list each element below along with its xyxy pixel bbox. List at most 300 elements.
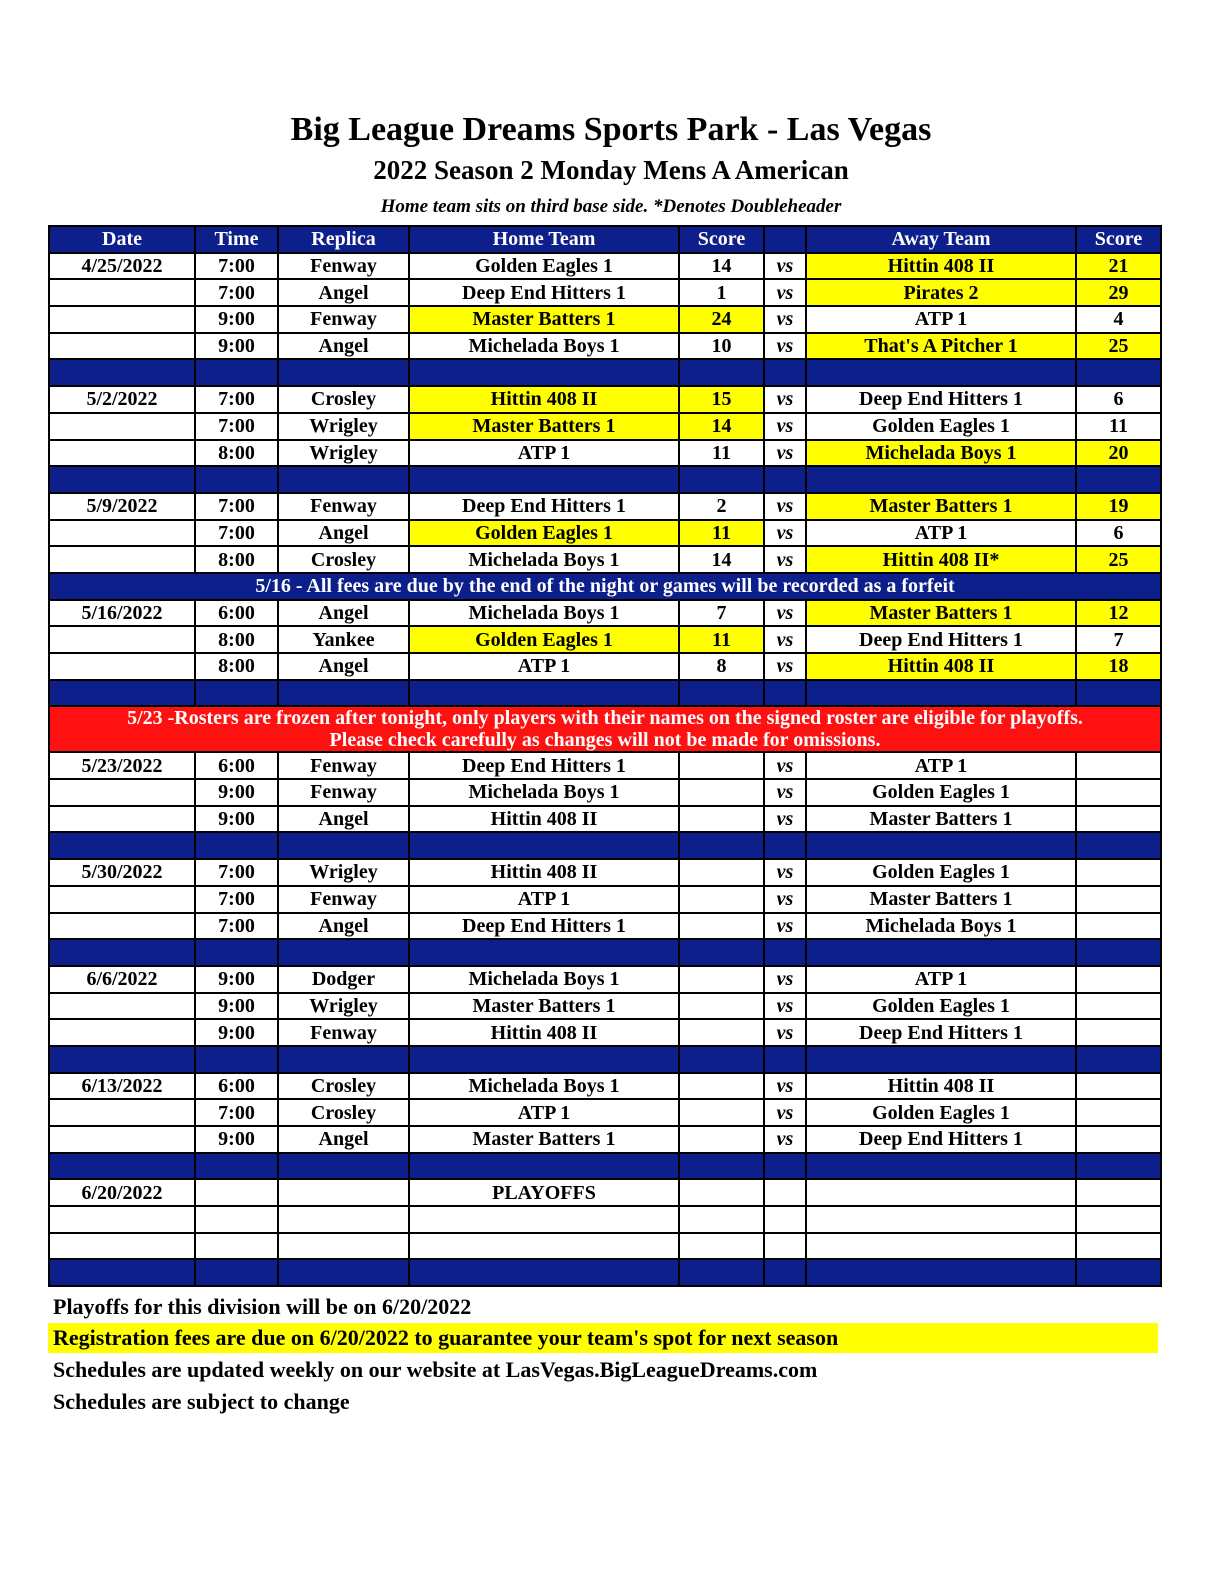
roster-alert xyxy=(49,706,1161,752)
cell-away-team: Golden Eagles 1 xyxy=(806,859,1076,886)
cell-away-score xyxy=(1076,1019,1161,1046)
cell-home-score: 10 xyxy=(679,333,764,360)
cell-date xyxy=(49,806,195,833)
separator-cell xyxy=(49,680,195,707)
cell-replica: Fenway xyxy=(278,886,409,913)
separator-cell xyxy=(278,939,409,966)
cell-home-score: 14 xyxy=(679,253,764,280)
separator-cell xyxy=(1076,939,1161,966)
cell-date xyxy=(49,1206,195,1233)
cell-time: 9:00 xyxy=(195,993,278,1020)
cell-away-score xyxy=(1076,752,1161,779)
cell-time xyxy=(195,1233,278,1260)
cell-replica xyxy=(278,1206,409,1233)
cell-home-score: 24 xyxy=(679,306,764,333)
cell-time: 9:00 xyxy=(195,1019,278,1046)
cell-away-team: Hittin 408 II xyxy=(806,1073,1076,1100)
cell-home-score xyxy=(679,859,764,886)
cell-date xyxy=(49,913,195,940)
cell-away-team: ATP 1 xyxy=(806,966,1076,993)
cell-home-team: Deep End Hitters 1 xyxy=(409,493,679,520)
cell-away-score: 25 xyxy=(1076,333,1161,360)
cell-home-score xyxy=(679,913,764,940)
cell-away-team: Golden Eagles 1 xyxy=(806,1099,1076,1126)
cell-replica: Angel xyxy=(278,600,409,627)
cell-home-team: Michelada Boys 1 xyxy=(409,1073,679,1100)
game-row xyxy=(49,993,1161,1020)
cell-time: 6:00 xyxy=(195,752,278,779)
cell-date xyxy=(49,546,195,573)
separator-cell xyxy=(679,832,764,859)
game-row xyxy=(49,779,1161,806)
cell-date: 5/16/2022 xyxy=(49,600,195,627)
game-row xyxy=(49,493,1161,520)
game-row xyxy=(49,279,1161,306)
cell-vs: vs xyxy=(764,279,806,306)
cell-date xyxy=(49,1099,195,1126)
game-row xyxy=(49,520,1161,547)
cell-home-score xyxy=(679,993,764,1020)
game-row xyxy=(49,253,1161,280)
separator-cell xyxy=(1076,1046,1161,1073)
separator-cell xyxy=(278,1153,409,1180)
cell-replica: Dodger xyxy=(278,966,409,993)
cell-replica: Fenway xyxy=(278,779,409,806)
footer-playoffs-note: Playoffs for this division will be on 6/20/2022 xyxy=(53,1294,472,1319)
column-header-replica: Replica xyxy=(278,226,409,253)
cell-away-team: Michelada Boys 1 xyxy=(806,440,1076,467)
cell-date xyxy=(49,1126,195,1153)
column-header-away-score: Score xyxy=(1076,226,1161,253)
cell-vs: vs xyxy=(764,306,806,333)
cell-date xyxy=(49,279,195,306)
cell-away-score xyxy=(1076,886,1161,913)
cell-date xyxy=(49,520,195,547)
cell-time: 9:00 xyxy=(195,779,278,806)
cell-home-team: Master Batters 1 xyxy=(409,1126,679,1153)
separator-cell xyxy=(764,680,806,707)
cell-home-score: 8 xyxy=(679,653,764,680)
cell-away-team: Deep End Hitters 1 xyxy=(806,1126,1076,1153)
cell-vs: vs xyxy=(764,859,806,886)
separator-cell xyxy=(278,832,409,859)
game-row xyxy=(49,1019,1161,1046)
cell-vs: vs xyxy=(764,253,806,280)
cell-date: 6/6/2022 xyxy=(49,966,195,993)
cell-home-team: ATP 1 xyxy=(409,653,679,680)
cell-vs xyxy=(764,1233,806,1260)
cell-replica: Fenway xyxy=(278,306,409,333)
separator-cell xyxy=(49,939,195,966)
cell-replica: Fenway xyxy=(278,1019,409,1046)
cell-home-team xyxy=(409,1206,679,1233)
cell-replica: Crosley xyxy=(278,1099,409,1126)
week-separator-row xyxy=(49,832,1161,859)
separator-cell xyxy=(278,466,409,493)
separator-cell xyxy=(195,832,278,859)
cell-home-team: Michelada Boys 1 xyxy=(409,546,679,573)
game-row xyxy=(49,440,1161,467)
cell-home-score xyxy=(679,1179,764,1206)
cell-home-team: Michelada Boys 1 xyxy=(409,333,679,360)
page-subtitle: 2022 Season 2 Monday Mens A American xyxy=(373,155,849,185)
week-separator-row xyxy=(49,359,1161,386)
game-row xyxy=(49,1233,1161,1260)
cell-home-team: Hittin 408 II xyxy=(409,806,679,833)
game-row xyxy=(49,1179,1161,1206)
cell-vs: vs xyxy=(764,1126,806,1153)
game-row xyxy=(49,333,1161,360)
separator-cell xyxy=(679,1046,764,1073)
separator-cell xyxy=(764,1046,806,1073)
separator-cell xyxy=(409,1046,679,1073)
game-row xyxy=(49,306,1161,333)
cell-home-score: 14 xyxy=(679,413,764,440)
cell-away-score xyxy=(1076,1233,1161,1260)
separator-cell xyxy=(806,1153,1076,1180)
cell-date xyxy=(49,413,195,440)
cell-time: 7:00 xyxy=(195,413,278,440)
cell-time: 9:00 xyxy=(195,966,278,993)
cell-home-team: Golden Eagles 1 xyxy=(409,520,679,547)
separator-cell xyxy=(409,832,679,859)
cell-home-team: Deep End Hitters 1 xyxy=(409,752,679,779)
cell-away-team xyxy=(806,1179,1076,1206)
cell-time: 7:00 xyxy=(195,493,278,520)
cell-vs: vs xyxy=(764,386,806,413)
game-row xyxy=(49,1206,1161,1233)
cell-time: 9:00 xyxy=(195,806,278,833)
cell-away-team: ATP 1 xyxy=(806,520,1076,547)
cell-away-team: Golden Eagles 1 xyxy=(806,779,1076,806)
cell-date: 4/25/2022 xyxy=(49,253,195,280)
cell-replica: Angel xyxy=(278,279,409,306)
game-row xyxy=(49,1099,1161,1126)
cell-home-team: ATP 1 xyxy=(409,1099,679,1126)
cell-replica: Wrigley xyxy=(278,859,409,886)
column-header-home-team: Home Team xyxy=(409,226,679,253)
separator-cell xyxy=(1076,466,1161,493)
cell-time: 7:00 xyxy=(195,859,278,886)
cell-home-team: Hittin 408 II xyxy=(409,859,679,886)
cell-away-team: Golden Eagles 1 xyxy=(806,993,1076,1020)
cell-home-score: 15 xyxy=(679,386,764,413)
cell-home-score xyxy=(679,966,764,993)
separator-cell xyxy=(409,466,679,493)
cell-away-score: 18 xyxy=(1076,653,1161,680)
cell-home-team: Deep End Hitters 1 xyxy=(409,279,679,306)
separator-cell xyxy=(1076,1153,1161,1180)
cell-time: 7:00 xyxy=(195,913,278,940)
cell-away-score: 6 xyxy=(1076,520,1161,547)
cell-home-score: 11 xyxy=(679,626,764,653)
cell-replica: Wrigley xyxy=(278,993,409,1020)
cell-home-team: Michelada Boys 1 xyxy=(409,966,679,993)
cell-home-score xyxy=(679,1073,764,1100)
cell-home-team: Golden Eagles 1 xyxy=(409,626,679,653)
cell-vs: vs xyxy=(764,546,806,573)
cell-date xyxy=(49,1019,195,1046)
cell-time: 8:00 xyxy=(195,653,278,680)
cell-home-score xyxy=(679,1099,764,1126)
cell-away-score xyxy=(1076,966,1161,993)
cell-time: 7:00 xyxy=(195,386,278,413)
cell-away-team xyxy=(806,1206,1076,1233)
cell-away-team: Michelada Boys 1 xyxy=(806,913,1076,940)
separator-cell xyxy=(806,466,1076,493)
cell-date xyxy=(49,993,195,1020)
cell-away-score xyxy=(1076,913,1161,940)
cell-time: 9:00 xyxy=(195,1126,278,1153)
cell-away-score: 4 xyxy=(1076,306,1161,333)
cell-time xyxy=(195,1179,278,1206)
cell-away-team: ATP 1 xyxy=(806,752,1076,779)
separator-cell xyxy=(1076,359,1161,386)
cell-away-team: Master Batters 1 xyxy=(806,600,1076,627)
cell-away-team: Master Batters 1 xyxy=(806,886,1076,913)
cell-replica: Angel xyxy=(278,333,409,360)
cell-away-score: 25 xyxy=(1076,546,1161,573)
cell-time: 7:00 xyxy=(195,520,278,547)
cell-home-team: ATP 1 xyxy=(409,886,679,913)
separator-cell xyxy=(409,939,679,966)
cell-away-score xyxy=(1076,993,1161,1020)
cell-date: 6/20/2022 xyxy=(49,1179,195,1206)
cell-vs: vs xyxy=(764,653,806,680)
cell-vs: vs xyxy=(764,440,806,467)
cell-replica: Angel xyxy=(278,913,409,940)
cell-date xyxy=(49,779,195,806)
header-row xyxy=(49,226,1161,253)
cell-time: 8:00 xyxy=(195,546,278,573)
cell-home-team: Michelada Boys 1 xyxy=(409,779,679,806)
cell-away-score xyxy=(1076,1073,1161,1100)
cell-home-score xyxy=(679,1019,764,1046)
separator-cell xyxy=(1076,832,1161,859)
cell-home-score xyxy=(679,806,764,833)
cell-time: 9:00 xyxy=(195,306,278,333)
cell-date: 5/23/2022 xyxy=(49,752,195,779)
separator-cell xyxy=(1076,1259,1161,1286)
column-header-time: Time xyxy=(195,226,278,253)
fee-notice: 5/16 - All fees are due by the end of the night or games will be recorded as a forfeit xyxy=(49,573,1161,600)
cell-away-team: Hittin 408 II* xyxy=(806,546,1076,573)
separator-cell xyxy=(679,359,764,386)
roster-alert-line-1: 5/23 -Rosters are frozen after tonight, only players with their names on the signed roster are eligible for playoffs. xyxy=(127,707,1083,730)
game-row xyxy=(49,966,1161,993)
separator-cell xyxy=(278,359,409,386)
cell-replica: Crosley xyxy=(278,386,409,413)
cell-date xyxy=(49,1233,195,1260)
separator-cell xyxy=(195,939,278,966)
cell-vs: vs xyxy=(764,1099,806,1126)
cell-replica: Fenway xyxy=(278,253,409,280)
separator-cell xyxy=(764,832,806,859)
cell-away-score xyxy=(1076,1099,1161,1126)
cell-replica: Angel xyxy=(278,806,409,833)
schedule-table xyxy=(48,225,1162,1287)
cell-vs: vs xyxy=(764,600,806,627)
cell-away-team: Golden Eagles 1 xyxy=(806,413,1076,440)
cell-away-team: Deep End Hitters 1 xyxy=(806,1019,1076,1046)
separator-cell xyxy=(764,359,806,386)
cell-time: 8:00 xyxy=(195,440,278,467)
separator-cell xyxy=(806,680,1076,707)
cell-date xyxy=(49,440,195,467)
cell-away-team: Master Batters 1 xyxy=(806,806,1076,833)
cell-away-team: That's A Pitcher 1 xyxy=(806,333,1076,360)
separator-cell xyxy=(195,680,278,707)
cell-vs: vs xyxy=(764,626,806,653)
game-row xyxy=(49,413,1161,440)
cell-home-team: PLAYOFFS xyxy=(409,1179,679,1206)
cell-away-score xyxy=(1076,859,1161,886)
separator-cell xyxy=(409,1153,679,1180)
cell-vs: vs xyxy=(764,520,806,547)
separator-cell xyxy=(764,939,806,966)
cell-replica: Angel xyxy=(278,653,409,680)
cell-replica: Fenway xyxy=(278,752,409,779)
cell-home-team xyxy=(409,1233,679,1260)
separator-cell xyxy=(764,1153,806,1180)
separator-cell xyxy=(806,832,1076,859)
cell-home-score xyxy=(679,1126,764,1153)
game-row xyxy=(49,546,1161,573)
separator-cell xyxy=(195,1153,278,1180)
cell-vs: vs xyxy=(764,913,806,940)
game-row xyxy=(49,1073,1161,1100)
cell-home-score: 11 xyxy=(679,520,764,547)
cell-home-score: 14 xyxy=(679,546,764,573)
cell-home-score xyxy=(679,779,764,806)
cell-replica: Yankee xyxy=(278,626,409,653)
schedule-body xyxy=(49,253,1161,1286)
separator-cell xyxy=(409,680,679,707)
cell-date xyxy=(49,306,195,333)
cell-home-score: 1 xyxy=(679,279,764,306)
separator-cell xyxy=(49,1259,195,1286)
cell-time: 6:00 xyxy=(195,600,278,627)
cell-date: 5/30/2022 xyxy=(49,859,195,886)
separator-cell xyxy=(49,1046,195,1073)
cell-away-score xyxy=(1076,1206,1161,1233)
footer-website-note: Schedules are updated weekly on our website at LasVegas.BigLeagueDreams.com xyxy=(53,1357,818,1382)
cell-vs: vs xyxy=(764,752,806,779)
cell-replica: Fenway xyxy=(278,493,409,520)
cell-date xyxy=(49,333,195,360)
cell-away-team: Master Batters 1 xyxy=(806,493,1076,520)
cell-home-team: Deep End Hitters 1 xyxy=(409,913,679,940)
cell-replica: Angel xyxy=(278,520,409,547)
game-row xyxy=(49,752,1161,779)
game-row xyxy=(49,1126,1161,1153)
separator-cell xyxy=(679,1259,764,1286)
cell-vs: vs xyxy=(764,1019,806,1046)
cell-replica: Crosley xyxy=(278,1073,409,1100)
footer-registration-note: Registration fees are due on 6/20/2022 to guarantee your team's spot for next season xyxy=(48,1323,1158,1353)
separator-cell xyxy=(195,1259,278,1286)
separator-cell xyxy=(764,1259,806,1286)
cell-away-score: 6 xyxy=(1076,386,1161,413)
game-row xyxy=(49,386,1161,413)
cell-replica xyxy=(278,1179,409,1206)
cell-home-team: Master Batters 1 xyxy=(409,413,679,440)
separator-cell xyxy=(806,1259,1076,1286)
cell-time: 7:00 xyxy=(195,279,278,306)
cell-home-team: ATP 1 xyxy=(409,440,679,467)
cell-home-score: 2 xyxy=(679,493,764,520)
cell-replica: Angel xyxy=(278,1126,409,1153)
separator-cell xyxy=(806,1046,1076,1073)
column-header-away-team: Away Team xyxy=(806,226,1076,253)
cell-date: 5/9/2022 xyxy=(49,493,195,520)
separator-cell xyxy=(195,359,278,386)
cell-away-score: 29 xyxy=(1076,279,1161,306)
cell-home-team: Master Batters 1 xyxy=(409,306,679,333)
cell-date: 5/2/2022 xyxy=(49,386,195,413)
cell-replica xyxy=(278,1233,409,1260)
cell-home-score xyxy=(679,1233,764,1260)
cell-vs: vs xyxy=(764,886,806,913)
column-header-vs xyxy=(764,226,806,253)
cell-away-score: 19 xyxy=(1076,493,1161,520)
cell-time: 9:00 xyxy=(195,333,278,360)
separator-cell xyxy=(806,359,1076,386)
cell-home-score xyxy=(679,752,764,779)
notice-row xyxy=(49,573,1161,600)
cell-vs: vs xyxy=(764,966,806,993)
cell-date xyxy=(49,653,195,680)
cell-away-score xyxy=(1076,1126,1161,1153)
cell-home-team: Michelada Boys 1 xyxy=(409,600,679,627)
game-row xyxy=(49,626,1161,653)
separator-cell xyxy=(278,1046,409,1073)
cell-home-score: 11 xyxy=(679,440,764,467)
cell-home-team: Hittin 408 II xyxy=(409,1019,679,1046)
cell-date xyxy=(49,626,195,653)
week-separator-row xyxy=(49,466,1161,493)
cell-vs: vs xyxy=(764,993,806,1020)
cell-away-team: ATP 1 xyxy=(806,306,1076,333)
cell-time xyxy=(195,1206,278,1233)
separator-cell xyxy=(49,359,195,386)
week-separator-row xyxy=(49,939,1161,966)
separator-cell xyxy=(409,359,679,386)
game-row xyxy=(49,886,1161,913)
cell-date xyxy=(49,886,195,913)
cell-vs: vs xyxy=(764,493,806,520)
game-row xyxy=(49,653,1161,680)
week-separator-row xyxy=(49,1046,1161,1073)
week-separator-row xyxy=(49,680,1161,707)
week-separator-row xyxy=(49,1259,1161,1286)
cell-vs: vs xyxy=(764,779,806,806)
cell-vs: vs xyxy=(764,806,806,833)
cell-time: 6:00 xyxy=(195,1073,278,1100)
separator-cell xyxy=(806,939,1076,966)
cell-replica: Crosley xyxy=(278,546,409,573)
separator-cell xyxy=(195,466,278,493)
cell-away-team: Deep End Hitters 1 xyxy=(806,626,1076,653)
cell-away-score xyxy=(1076,806,1161,833)
cell-away-score: 12 xyxy=(1076,600,1161,627)
cell-away-team: Pirates 2 xyxy=(806,279,1076,306)
game-row xyxy=(49,600,1161,627)
cell-away-team: Deep End Hitters 1 xyxy=(806,386,1076,413)
column-header-home-score: Score xyxy=(679,226,764,253)
cell-home-score: 7 xyxy=(679,600,764,627)
cell-vs: vs xyxy=(764,333,806,360)
